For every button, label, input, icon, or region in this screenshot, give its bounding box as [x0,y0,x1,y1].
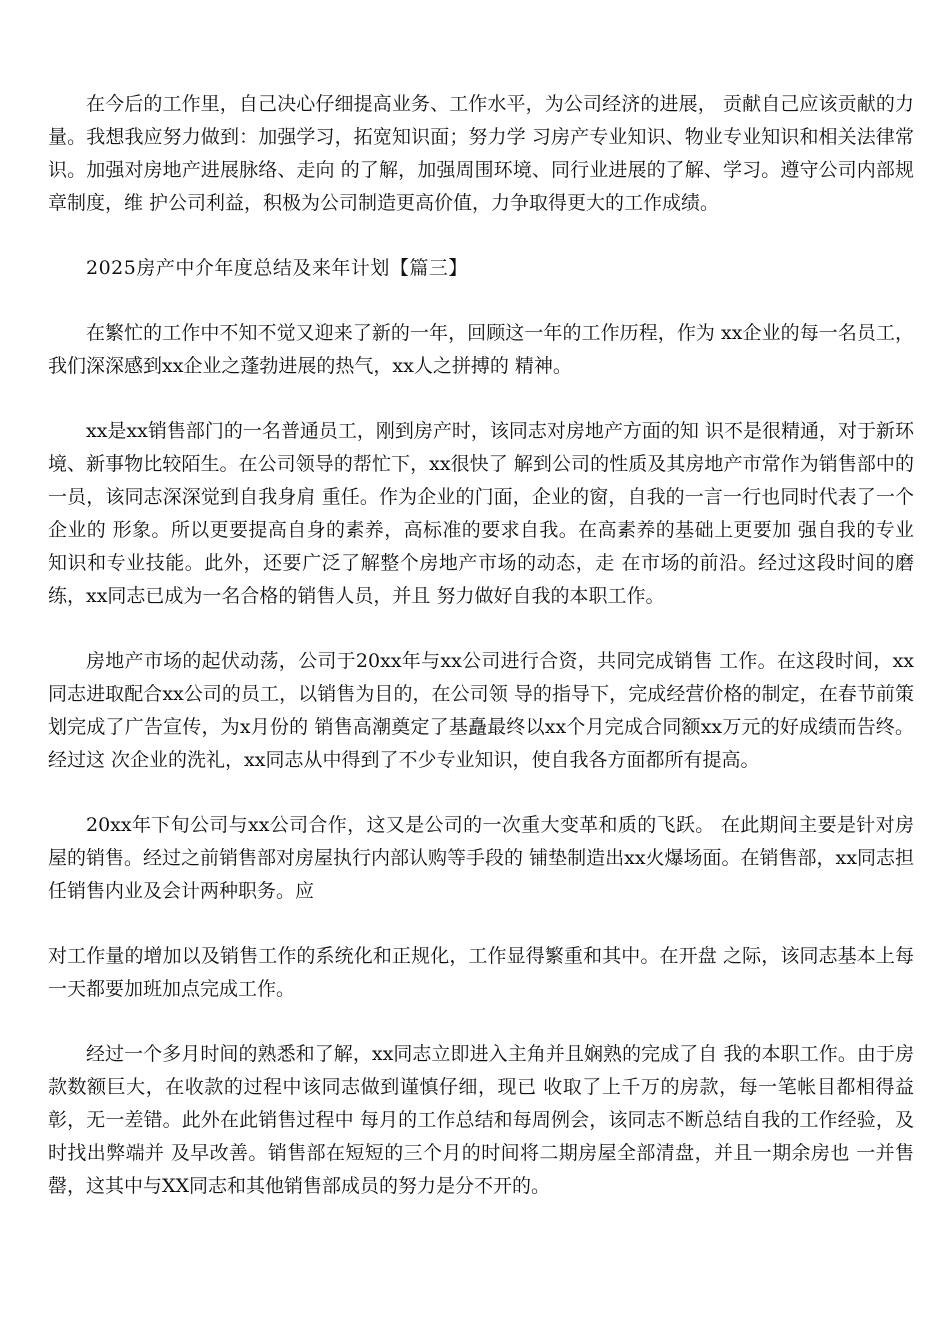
paragraph-cooperation: 20xx年下旬公司与xx公司合作，这又是公司的一次重大变革和质的飞跃。 在此期间主要是针对房屋的销售。经过之前销售部对房屋执行内部认购等手段的 铺垫制造出xx火爆场面。在销售部，xx同志担任销售内业及会计两种职务。应 [48,814,914,902]
paragraph-workload: 对工作量的增加以及销售工作的系统化和正规化，工作显得繁重和其中。在开盘 之际，该同志基本上每一天都要加班加点完成工作。 [48,945,914,1000]
document-page [48,88,914,1235]
section-heading-part-three: 2025房产中介年度总结及来年计划【篇三】 [86,257,468,279]
paragraph-future-plan: 在今后的工作里，自己决心仔细提高业务、工作水平，为公司经济的进展， 贡献自己应该贡献的力量。我想我应努力做到：加强学习，拓宽知识面；努力学 习房产专业知识、物业专业知识和相关法律常识。加强对房地产进展脉络、走向 的了解，加强周围环境、同行业进展的了解、学习。遵守公司内部规章制度，维 护公司利益，积极为公司制造更高价值，力争取得更大的工作成绩。 [48,93,914,214]
paragraph-joint-venture: 房地产市场的起伏动荡，公司于20xx年与xx公司进行合资，共同完成销售 工作。在这段时间，xx同志进取配合xx公司的员工，以销售为目的，在公司领 导的指导下，完成经营价格的制定，在春节前策划完成了广告宣传，为x月份的 销售高潮奠定了基矗最终以xx个月完成合同额xx万元的好成绩而告终。经过这 次企业的洗礼，xx同志从中得到了不少专业知识，使自我各方面都所有提高。 [48,650,914,771]
paragraph-achievements: 经过一个多月时间的熟悉和了解，xx同志立即进入主角并且娴熟的完成了自 我的本职工作。由于房款数额巨大，在收款的过程中该同志做到谨慎仔细，现已 收取了上千万的房款，每一笔帐目都相得益彰，无一差错。此外在此销售过程中 每月的工作总结和每周例会，该同志不断总结自我的工作经验，及时找出弊端并 及早改善。销售部在短短的三个月的时间将二期房屋全部清盘，并且一期余房也 一并售罄，这其中与XX同志和其他销售部成员的努力是分不开的。 [48,1043,914,1197]
paragraph-employee-background: xx是xx销售部门的一名普通员工，刚到房产时，该同志对房地产方面的知 识不是很精通，对于新环境、新事物比较陌生。在公司领导的帮忙下，xx很快了 解到公司的性质及其房地产市常作为销售部中的一员，该同志深深觉到自我身肩 重任。作为企业的门面，企业的窗，自我的一言一行也同时代表了一个企业的 形象。所以更要提高自身的素养，高标准的要求自我。在高素养的基础上更要加 强自我的专业知识和专业技能。此外，还要广泛了解整个房地产市场的动态，走 在市场的前沿。经过这段时间的磨练，xx同志已成为一名合格的销售人员，并且 努力做好自我的本职工作。 [48,420,914,607]
paragraph-intro: 在繁忙的工作中不知不觉又迎来了新的一年，回顾这一年的工作历程，作为 xx企业的每一名员工，我们深深感到xx企业之蓬勃进展的热气，xx人之拼搏的 精神。 [48,322,914,377]
